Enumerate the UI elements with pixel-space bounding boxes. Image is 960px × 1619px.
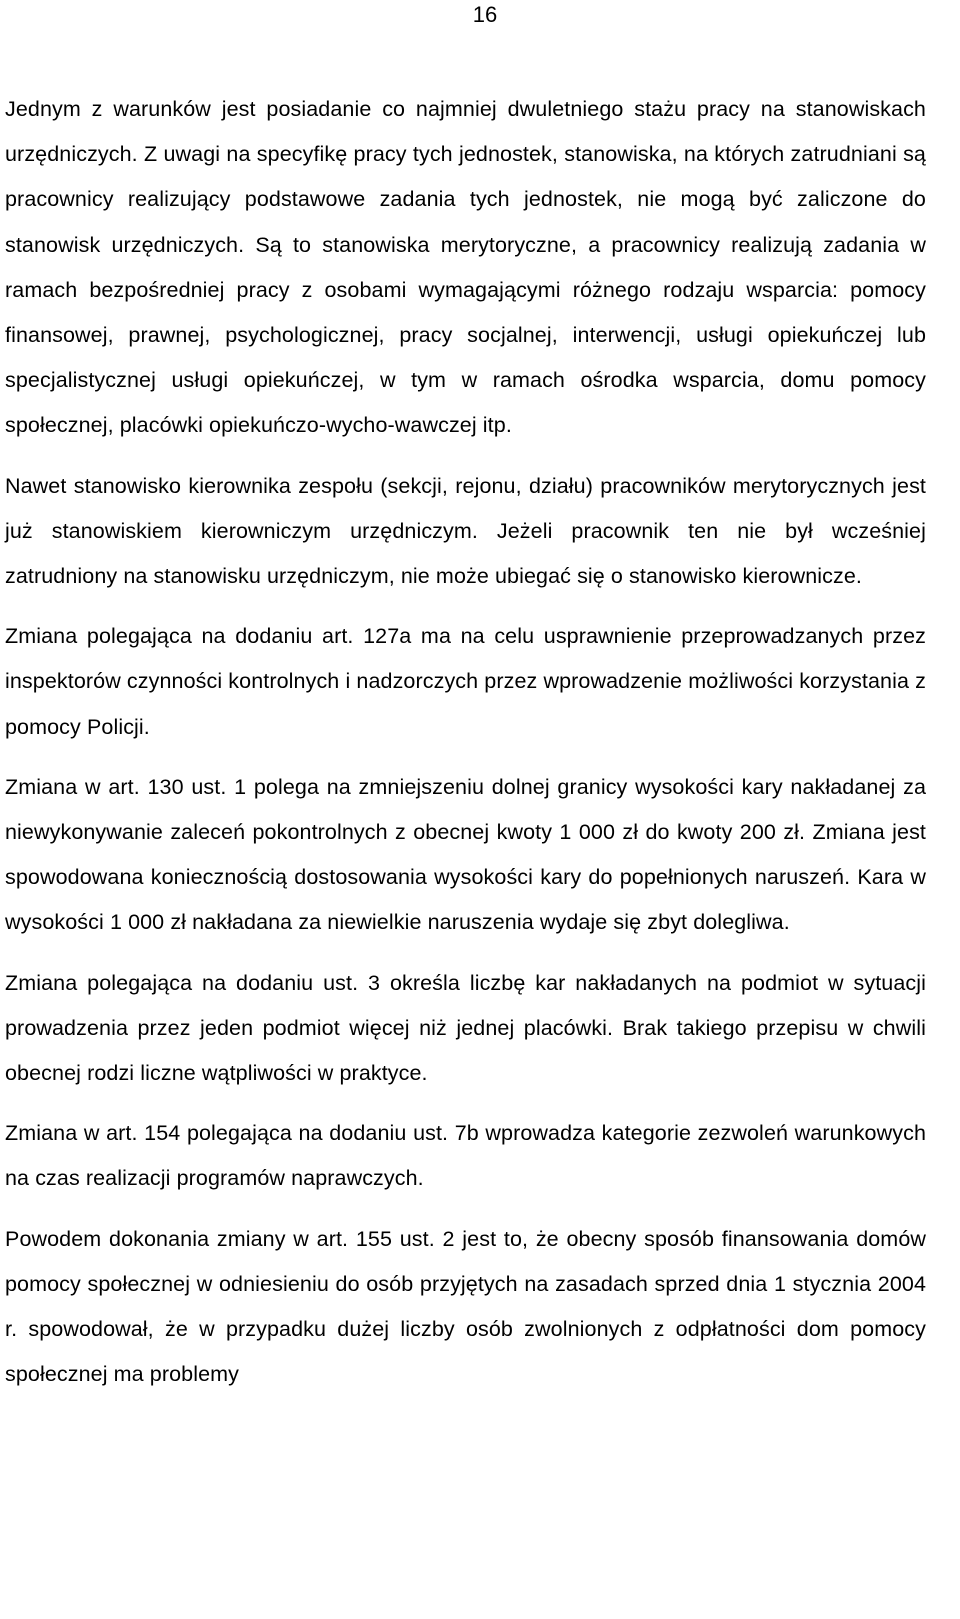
paragraph-6: Zmiana w art. 154 polegająca na dodaniu ust. 7b wprowadza kategorie zezwoleń warunkowych na czas realizacji programów naprawczych. bbox=[5, 1121, 926, 1191]
paragraph-3: Zmiana polegająca na dodaniu art. 127a ma na celu usprawnienie przeprowadzanych przez inspektorów czynności kontrolnych i nadzorczych przez wprowadzenie możliwości korzystania z pomocy Policji. bbox=[5, 624, 926, 739]
paragraph-7: Powodem dokonania zmiany w art. 155 ust. 2 jest to, że obecny sposób finansowania domów pomocy społecznej w odniesieniu do osób przyjętych na zasadach sprzed dnia 1 stycznia 2004 r. spowodował, że w przypadku dużej liczby osób zwolnionych z odpłatności dom pomocy społecznej ma problemy bbox=[5, 1226, 926, 1387]
paragraph-1: Jednym z warunków jest posiadanie co najmniej dwuletniego stażu pracy na stanowiskach urzędniczych. Z uwagi na specyfikę pracy tych jednostek, stanowiska, na których zatrudniani są pracownicy realizujący podstawowe zadania tych jednostek, nie mogą być zaliczone do stanowisk urzędniczych. Są to stanowiska merytoryczne, a pracownicy realizują zadania w ramach bezpośredniej pracy z osobami wymagającymi różnego rodzaju wsparcia: pomocy finansowej, prawnej, psychologicznej, pracy socjalnej, interwencji, usługi opiekuńczej lub specjalistycznej usługi opiekuńczej, w tym w ramach ośrodka wsparcia, domu pomocy społecznej, placówki opiekuńczo-wycho-wawczej itp. bbox=[5, 97, 926, 438]
paragraph-2: Nawet stanowisko kierownika zespołu (sekcji, rejonu, działu) pracowników merytorycznych jest już stanowiskiem kierowniczym urzędniczym. Jeżeli pracownik ten nie był wcześniej zatrudniony na stanowisku urzędniczym, nie może ubiegać się o stanowisko kierownicze. bbox=[5, 473, 926, 589]
page-number: 16 bbox=[472, 2, 498, 27]
paragraph-5: Zmiana polegająca na dodaniu ust. 3 określa liczbę kar nakładanych na podmiot w sytuacji prowadzenia przez jeden podmiot więcej niż jednej placówki. Brak takiego przepisu w chwili obecnej rodzi liczne wątpliwości w praktyce. bbox=[5, 970, 926, 1086]
document-body bbox=[5, 87, 926, 1397]
paragraph-4: Zmiana w art. 130 ust. 1 polega na zmniejszeniu dolnej granicy wysokości kary nakładanej za niewykonywanie zaleceń pokontrolnych z obecnej kwoty 1 000 zł do kwoty 200 zł. Zmiana jest spowodowana koniecznością dostosowania wysokości kary do popełnionych naruszeń. Kara w wysokości 1 000 zł nakładana za niewielkie naruszenia wydaje się zbyt dolegliwa. bbox=[5, 774, 926, 935]
